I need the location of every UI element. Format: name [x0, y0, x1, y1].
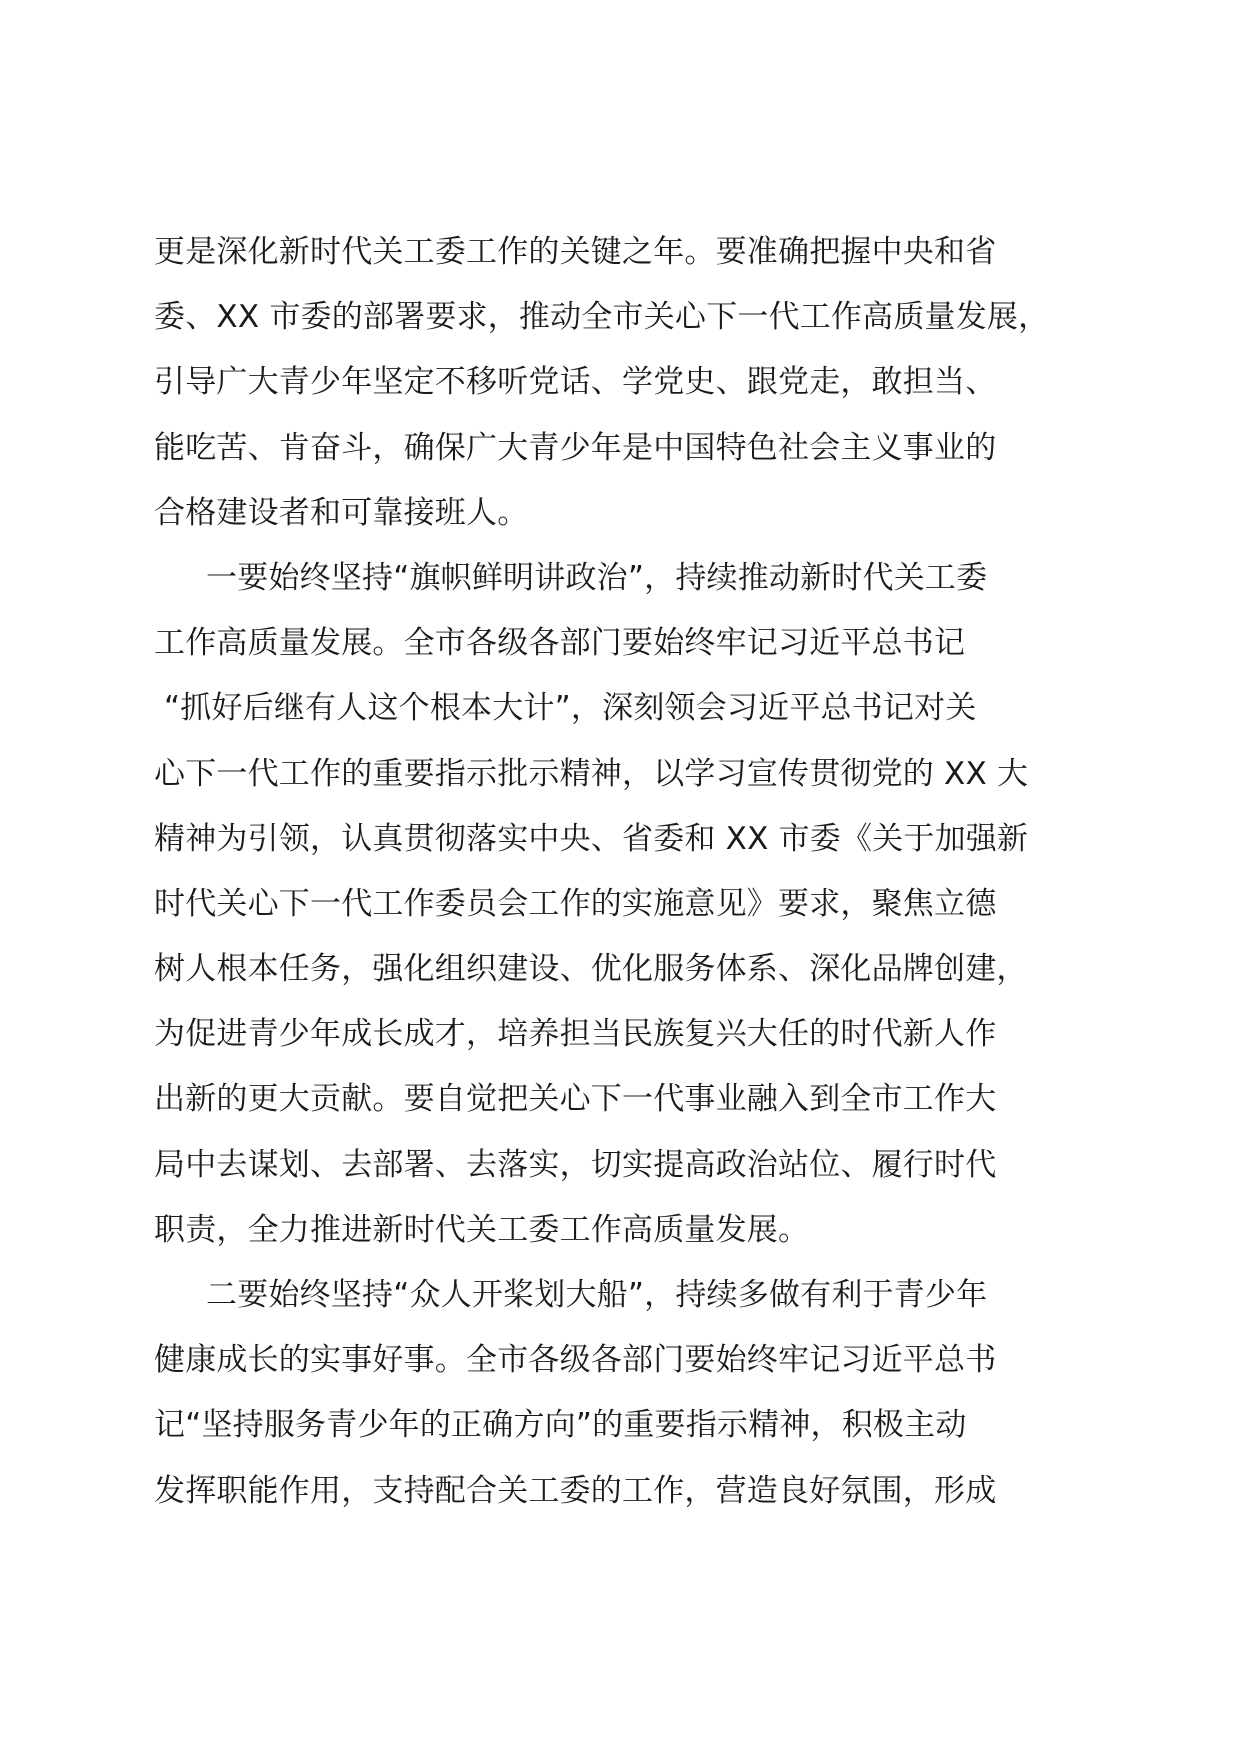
text-line-16: 职责，全力推进新时代关工委工作高质量发展。 [154, 1211, 810, 1248]
text-line-4: 能吃苦、肯奋斗，确保广大青少年是中国特色社会主义事业的 [154, 429, 997, 466]
text-line-2: 委、XX 市委的部署要求，推动全市关心下一代工作高质量发展， [154, 299, 1050, 336]
text-line-8: “抓好后继有人这个根本大计”，深刻领会习近平总书记对关 [164, 690, 977, 727]
text-line-18: 健康成长的实事好事。全市各级各部门要始终牢记习近平总书 [154, 1342, 997, 1379]
text-line-9: 心下一代工作的重要指示批示精神，以学习宣传贯彻党的 XX 大 [154, 755, 1029, 792]
text-line-20: 发挥职能作用，支持配合关工委的工作，营造良好氛围，形成 [154, 1472, 997, 1509]
text-line-19: 记“坚持服务青少年的正确方向”的重要指示精神，积极主动 [154, 1407, 967, 1444]
paragraph-one-start: 一要始终坚持“旗帜鲜明讲政治”，持续推动新时代关工委 [206, 559, 988, 596]
text-line-10: 精神为引领，认真贯彻落实中央、省委和 XX 市委《关于加强新 [154, 820, 1029, 857]
text-line-1: 更是深化新时代关工委工作的关键之年。要准确把握中央和省 [154, 234, 997, 270]
text-line-12: 树人根本任务，强化组织建设、优化服务体系、深化品牌创建， [154, 951, 1028, 988]
paragraph-two-start: 二要始终坚持“众人开桨划大船”，持续多做有利于青少年 [206, 1277, 988, 1313]
body-text [154, 220, 1114, 1524]
text-line-14: 出新的更大贡献。要自觉把关心下一代事业融入到全市工作大 [154, 1081, 997, 1118]
text-line-15: 局中去谋划、去部署、去落实，切实提高政治站位、履行时代 [154, 1146, 997, 1183]
text-line-7: 工作高质量发展。全市各级各部门要始终牢记习近平总书记 [154, 625, 966, 662]
text-line-5: 合格建设者和可靠接班人。 [154, 494, 529, 531]
text-line-13: 为促进青少年成长成才，培养担当民族复兴大任的时代新人作 [154, 1016, 997, 1053]
text-line-11: 时代关心下一代工作委员会工作的实施意见》要求，聚焦立德 [154, 885, 997, 922]
text-line-3: 引导广大青少年坚定不移听党话、学党史、跟党走，敢担当、 [154, 364, 997, 401]
